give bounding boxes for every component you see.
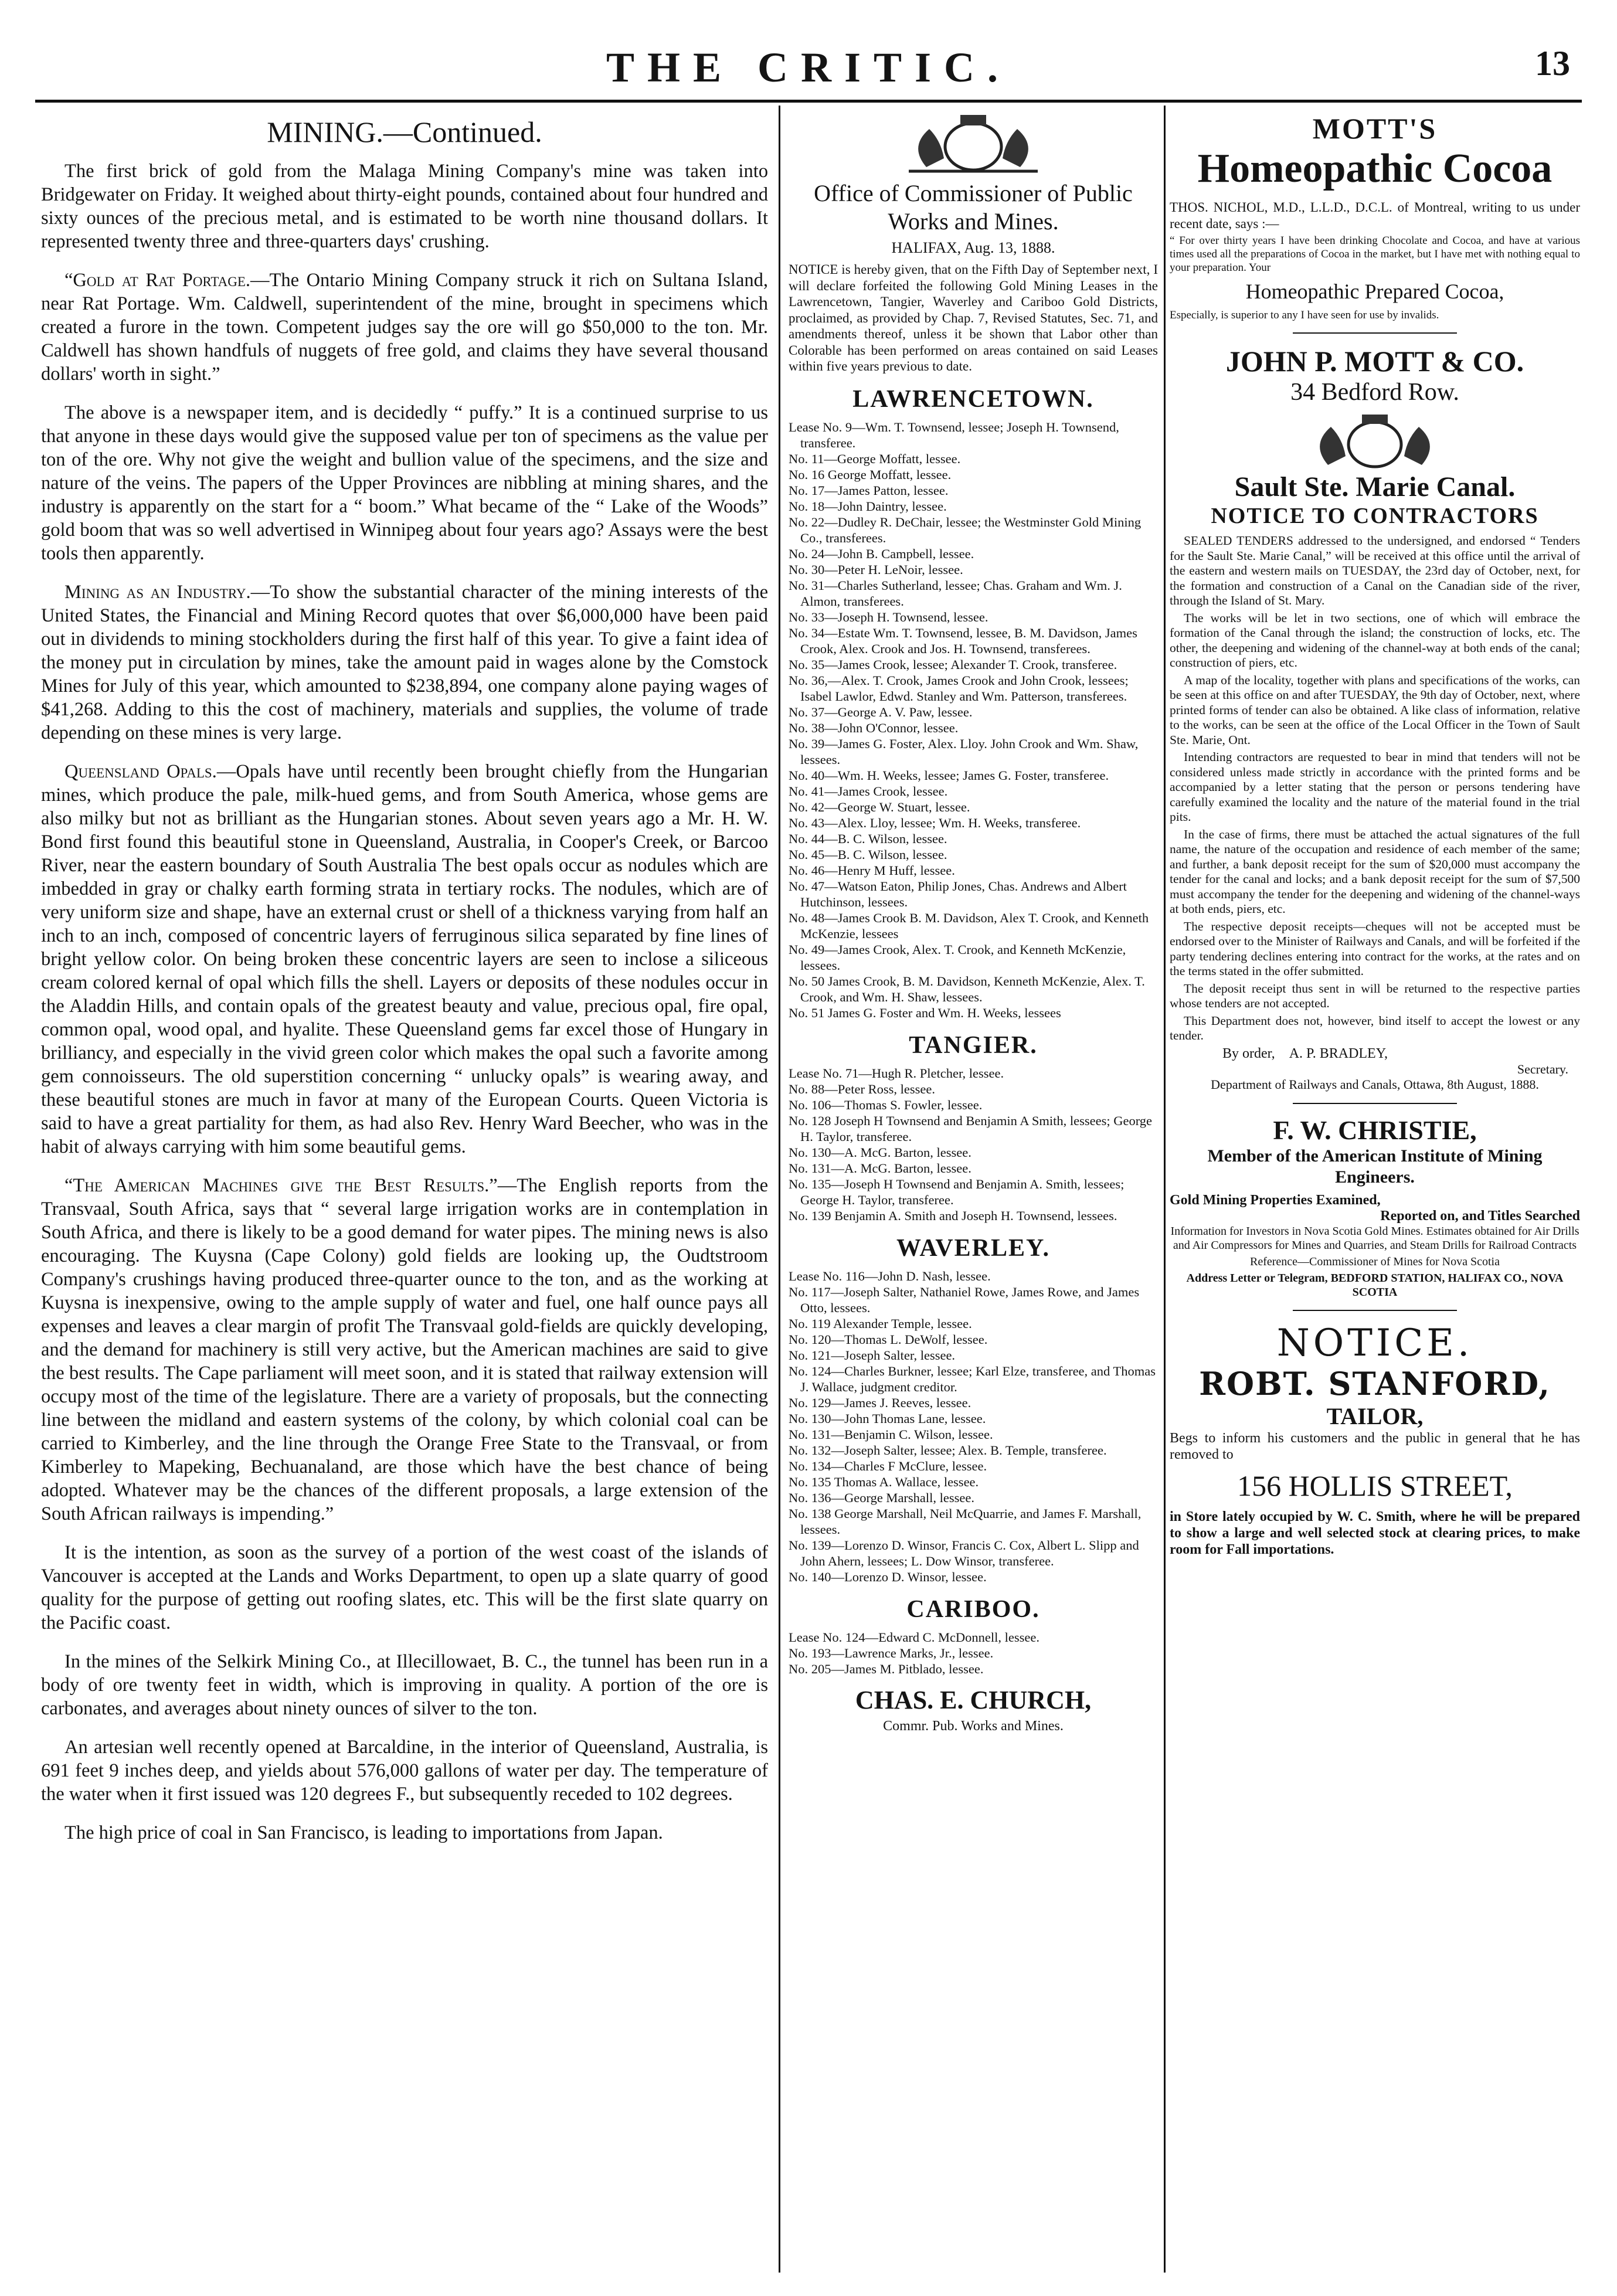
article-paragraph: The high price of coal in San Francisco, is leading to importations from Japan. [64,1822,663,1843]
district-heading: LAWRENCETOWN. [852,385,1094,413]
lease-entry: No. 44—B. C. Wilson, lessee. [789,831,947,846]
newspaper-title: THE CRITIC. [606,44,1011,91]
district-heading: TANGIER. [909,1031,1038,1059]
article-paragraph: In the mines of the Selkirk Mining Co., at Illecillowaet, B. C., the tunnel has been run in a body of ore twenty feet in width, which is improving in quality. A portion of the ore is carbonates, and averages about ninety ounces of silver to the ton. [41,1651,768,1719]
department: Department of Railways and Canals, Ottawa, 8th August, 1888. [1211,1076,1539,1092]
masthead [35,35,1582,100]
christie-address: Address Letter or Telegram, BEDFORD STATION, HALIFAX CO., NOVA SCOTIA [1186,1271,1564,1299]
lease-entry: No. 47—Watson Eaton, Philip Jones, Chas. Andrews and Albert Hutchinson, lessees. [789,878,1127,909]
lease-entry: No. 30—Peter H. LeNoir, lessee. [789,562,963,577]
canal-paragraph: The respective deposit receipts—cheques will not be accepted must be endorsed over to the Minister of Railways and Canals, and will be forfeited if the party tendering declines entering into contract for the works, at the rates and on the terms stated in the offer submitted. [1170,919,1580,978]
divider [1293,1310,1457,1311]
lease-entry: No. 34—Estate Wm. T. Townsend, lessee, B. M. Davidson, James Crook, Alex. Crook and Jos. H. Townsend, transferees. [789,625,1137,656]
article-paragraph: Mining as an Industry.—To show the substantial character of the mining interests of the United States, the Financial and Mining Record quotes that over $6,000,000 have been paid out in dividends to mining stockholders during the first half of this year. To give a faint idea of the money put in circulation by mines, take the amount paid in wages alone by the Comstock Mines for July of this year, which amounted to $238,894, one company alone paying wages of $41,268. Adding to this the cost of machinery, materials and supplies, the volume of trade depending on these mines is very large. [41,582,768,743]
testimonial-by: THOS. NICHOL, M.D., L.L.D., D.C.L. of Montreal, writing to us under recent date, says :— [1170,200,1580,231]
lease-entry: No. 140—Lorenzo D. Winsor, lessee. [789,1569,987,1584]
lease-entry: No. 139 Benjamin A. Smith and Joseph H. Townsend, lessees. [789,1208,1117,1223]
section-title: MINING.—Continued. [267,116,542,148]
canal-paragraph: A map of the locality, together with plans and specifications of the works, can be seen at this office on and after TUESDAY, the 9th day of October, next, where printed forms of tender can also be obtained. A like class of information, relative to the works, can be seen at the office of the Local Officer in the Town of Sault Ste. Marie, Ont. [1170,673,1580,747]
lease-entry: No. 18—John Daintry, lessee. [789,498,947,514]
lease-entry: No. 46—Henry M Huff, lessee. [789,862,955,878]
lease-entry: No. 117—Joseph Salter, Nathaniel Rowe, James Rowe, and James Otto, lessees. [789,1284,1140,1315]
lease-entry: No. 35—James Crook, lessee; Alexander T. Crook, transferee. [789,657,1117,672]
lease-entry: No. 106—Thomas S. Fowler, lessee. [789,1097,983,1112]
divider [1293,332,1457,334]
notice-heading: NOTICE. [1276,1321,1473,1365]
lease-entry: No. 31—Charles Sutherland, lessee; Chas. Graham and Wm. J. Almon, transferees. [789,578,1122,609]
column-divider-2 [1164,106,1166,2273]
christie-line1: Gold Mining Properties Examined, [1170,1192,1381,1208]
forfeiture-notice: NOTICE is hereby given, that on the Fifth Day of September next, I will declare forfeited the following Gold Mining Leases in the Lawrencetown, Tangier, Waverley and Cariboo Gold Districts, proclaimed, as provided by Chap. 7, Revised Statutes, Sec. 71, and amendments thereof, unless it be shown that Labor other than Colorable has been performed on areas contained on said Leases within five years previous to date. [789,262,1158,373]
lease-entry: No. 48—James Crook B. M. Davidson, Alex T. Crook, and Kenneth McKenzie, lessees [789,910,1149,941]
lease-entry: No. 124—Charles Burkner, lessee; Karl Elze, transferee, and Thomas J. Wallace, judgment creditor. [789,1363,1156,1394]
lease-entry: Lease No. 124—Edward C. McDonnell, lessee. [789,1629,1040,1645]
canal-paragraph: This Department does not, however, bind itself to accept the lowest or any tender. [1170,1013,1580,1042]
stanford-advertisement [1170,1322,1580,1558]
christie-line2: Reported on, and Titles Searched [1380,1208,1580,1224]
lease-entry: No. 129—James J. Reeves, lessee. [789,1395,971,1410]
signer-title: Secretary. [1517,1061,1568,1076]
christie-info: Information for Investors in Nova Scotia Gold Mines. Estimates obtained for Air Drills and Air Compressors for Mines and Quarries, and Steam Drills for Railroad Contracts [1170,1224,1579,1252]
lease-entry: Lease No. 116—John D. Nash, lessee. [789,1268,991,1283]
page-number: 13 [1535,44,1570,83]
lease-entry: No. 135—Joseph H Townsend and Benjamin A. Smith, lessees; George H. Taylor, transferee. [789,1176,1125,1207]
mining-articles [41,159,768,1845]
article-paragraph: It is the intention, as soon as the survey of a portion of the west coast of the islands of Vancouver is accepted at the Lands and Works Department, to open up a slate quarry of good quality for the purpose of getting out roofing slates, etc. This will be the first slate quarry on the Pacific coast. [41,1542,768,1633]
stanford-intro: Begs to inform his customers and the public in general that he has removed to [1170,1430,1580,1462]
canal-paragraph: SEALED TENDERS addressed to the undersigned, and endorsed “ Tenders for the Sault Ste. Marie Canal,” will be received at this office until the arrival of the eastern and western mails on TUESDAY, the 23rd day of October, next, for the formation and construction of a Canal on the Canadian side of the river, through the Island of St. Mary. [1170,534,1580,607]
article-paragraph: An artesian well recently opened at Barcaldine, in the interior of Queensland, Australia, is 691 feet 9 inches deep, and yields about 576,000 gallons of water per day. The temperature of the water when it first issued was 120 degrees F., but subsequently receded to 102 degrees. [41,1737,768,1805]
lease-entry: No. 138 George Marshall, Neil McQuarrie, and James F. Marshall, lessees. [789,1506,1142,1537]
dateline: HALIFAX, Aug. 13, 1888. [891,239,1055,256]
lease-entry: No. 33—Joseph H. Townsend, lessee. [789,609,988,624]
christie-reference: Reference—Commissioner of Mines for Nova Scotia [1249,1255,1500,1268]
mott-heading: MOTT'S [1312,112,1438,145]
district-list [789,385,1158,1677]
by-order: By order, A. P. BRADLEY, [1222,1045,1388,1061]
cocoa-product: Homeopathic Prepared Cocoa, [1245,280,1504,303]
stanford-trade: TAILOR, [1326,1402,1424,1429]
christie-name: F. W. CHRISTIE, [1273,1115,1477,1145]
lease-entry: No. 22—Dudley R. DeChair, lessee; the Westminster Gold Mining Co., transferees. [789,514,1142,545]
stanford-body: in Store lately occupied by W. C. Smith, where he will be prepared to show a large and well selected stock at clearing prices, to make room for Fall importations. [1170,1509,1580,1557]
article-paragraph: The first brick of gold from the Malaga Mining Company's mine was taken into Bridgewater on Friday. It weighed about thirty-eight pounds, contained about four hundred and sixty ounces of the precious metal, and is estimated to be worth nine thousand dollars. It represented twenty three and three-quarters days' crushing. [41,161,768,252]
lease-entry: No. 45—B. C. Wilson, lessee. [789,847,947,862]
lease-entry: No. 42—George W. Stuart, lessee. [789,799,970,814]
district-heading: CARIBOO. [906,1595,1040,1623]
canal-paragraph: The deposit receipt thus sent in will be returned to the respective parties whose tenders are not accepted. [1170,981,1580,1010]
column-divider-1 [779,106,780,2273]
cocoa-title: Homeopathic Cocoa [1197,146,1553,191]
lease-entry: Lease No. 9—Wm. T. Townsend, lessee; Joseph H. Townsend, transferee. [789,419,1119,450]
canal-paragraph: Intending contractors are requested to bear in mind that tenders will not be considered unless made strictly in accordance with the printed forms and be accompanied by a letter stating that the person or persons tendering have carefully examined the locality and the nature of the material found in the trial pits. [1170,750,1580,824]
lease-entry: No. 51 James G. Foster and Wm. H. Weeks, lessees [789,1005,1061,1020]
lease-entry: No. 37—George A. V. Paw, lessee. [789,704,973,719]
canal-subtitle: NOTICE TO CONTRACTORS [1211,504,1539,528]
lease-entry: No. 11—George Moffatt, lessee. [789,451,961,466]
lease-entry: No. 17—James Patton, lessee. [789,483,949,498]
commissioner-signature: CHAS. E. CHURCH, [855,1685,1092,1714]
office-title: Office of Commissioner of Public Works and Mines. [814,180,1133,235]
lease-entry: No. 88—Peter Ross, lessee. [789,1081,935,1096]
lease-entry: No. 24—John B. Campbell, lessee. [789,546,974,561]
lease-entry: No. 43—Alex. Lloy, lessee; Wm. H. Weeks, transferee. [789,815,1081,830]
canal-paragraph: In the case of firms, there must be attached the actual signatures of the full name, the nature of the occupation and residence of each member of the same; and further, a bank deposit receipt for the sum of $20,000 must accompany the tender for the canal and locks; and a bank deposit receipt for the sum of $7,500 must accompany the tender for the deepening and widening of the channel-ways at both ends, piers, etc. [1170,827,1580,916]
coat-of-arms-icon [1287,412,1463,471]
district-heading: WAVERLEY. [896,1234,1050,1262]
lease-entry: No. 36,—Alex. T. Crook, James Crook and John Crook, lessees; Isabel Lawlor, Edwd. Stanley and Wm. Patterson, transferees. [789,673,1129,704]
mott-address: 34 Bedford Row. [1290,379,1459,406]
christie-advertisement [1170,1115,1580,1299]
canal-paragraphs [1170,534,1580,1044]
canal-paragraph: The works will be let in two sections, one of which will embrace the formation of the Canal through the island; the construction of locks, etc. The other, the deepening and widening of the channel-way at both ends of the canal; construction of piers, etc. [1170,610,1580,670]
lease-entry: No. 16 George Moffatt, lessee. [789,467,952,482]
lease-entry: No. 49—James Crook, Alex. T. Crook, and Kenneth McKenzie, lessees. [789,942,1126,973]
royal-arms-icon [885,111,1061,176]
lease-entry: No. 128 Joseph H Townsend and Benjamin A Smith, lessees; George H. Taylor, transferee. [789,1113,1153,1144]
lease-entry: No. 120—Thomas L. DeWolf, lessee. [789,1332,988,1347]
canal-title: Sault Ste. Marie Canal. [1234,471,1516,502]
article-paragraph: Queensland Opals.—Opals have until recently been brought chiefly from the Hungarian mines, which produce the pale, milk-hued gems, and from South America, whose gems are also milky but not as brilliant as the Hungarian stones. About seven years ago a Mr. H. W. Bond first found this beautiful stone in Queensland, Australia, in Cooper's Creek, or Barcoo River, near the eastern boundary of South Australia The best opals occur as nodules which are imbedded in gray or chalky earth forming strata in tertiary rocks. The nodules, which are of very uniform size and shape, have an external crust or shell of a thickness varying from half an inch to an inch, composed of concentric layers of ferruginous silica separated by fine lines of bright yellow color. On being broken these concentric layers are seen to inclose a siliceous cream colored kernal of opal which fills the shell. Layers or deposits of these nodules occur in the Aladdin Hills, and contain opals of the greatest beauty and value, precious opal, fire opal, common opal, wood opal, and hyalite. These Queensland gems far excel those of Hungary in brilliancy, and especially in the vivid green color which makes the opal such a favorite among gem connoisseurs. The old superstition concerning “ unlucky opals” is wearing away, and these beautiful stones are much in favor at many of the European Courts. Queen Victoria is said to have a great partiality for them, as had also Rev. Henry Ward Beecher, who was in the habit of always carrying with him some beautiful gems. [41,761,768,1157]
lease-entry: No. 134—Charles F McClure, lessee. [789,1458,987,1473]
canal-advertisement [1170,471,1580,1092]
christie-member: Member of the American Institute of Mining Engineers. [1207,1146,1543,1187]
lease-entry: No. 139—Lorenzo D. Winsor, Francis C. Cox, Albert L. Slipp and John Ahern, lessees; L. Dow Winsor, transferee. [789,1537,1139,1568]
lease-entry: No. 130—A. McG. Barton, lessee. [789,1144,971,1160]
cocoa-advertisement [1170,111,1580,406]
stanford-name: ROBT. STANFORD, [1199,1364,1551,1402]
lease-entry: No. 205—James M. Pitblado, lessee. [789,1661,984,1676]
lease-entry: Lease No. 71—Hugh R. Pletcher, lessee. [789,1065,1004,1081]
lease-entry: No. 132—Joseph Salter, lessee; Alex. B. Temple, transferee. [789,1442,1107,1458]
lease-entry: No. 121—Joseph Salter, lessee. [789,1347,956,1363]
column-advertisements [1170,111,1580,2273]
cocoa-tagline: Especially, is superior to any I have seen for use by invalids. [1170,309,1439,321]
commissioner-title: Commr. Pub. Works and Mines. [883,1718,1064,1734]
lease-entry: No. 40—Wm. H. Weeks, lessee; James G. Foster, transferee. [789,767,1109,783]
column-mining [41,111,768,2273]
lease-entry: No. 50 James Crook, B. M. Davidson, Kenneth McKenzie, Alex. T. Crook, and Wm. H. Shaw, lessees. [789,973,1145,1004]
masthead-rule [35,100,1582,103]
lease-entry: No. 135 Thomas A. Wallace, lessee. [789,1474,979,1489]
stanford-street: 156 HOLLIS STREET, [1237,1469,1513,1502]
testimonial-quote: “ For over thirty years I have been drinking Chocolate and Cocoa, and have at various times used all the preparations of Cocoa in the market, but I have met with nothing equal to your preparation. Your [1170,235,1580,274]
column-notices [789,111,1158,2273]
lease-entry: No. 193—Lawrence Marks, Jr., lessee. [789,1645,994,1660]
lease-entry: No. 39—James G. Foster, Alex. Lloy. John Crook and Wm. Shaw, lessees. [789,736,1139,767]
mott-firm: JOHN P. MOTT & CO. [1225,345,1524,378]
lease-entry: No. 119 Alexander Temple, lessee. [789,1316,972,1331]
lease-entry: No. 130—John Thomas Lane, lessee. [789,1411,986,1426]
article-paragraph: The above is a newspaper item, and is decidedly “ puffy.” It is a continued surprise to us that anyone in these days would give the supposed value per ton of specimens as the value per ton of the ore. Why not give the weight and bullion value of the specimens, and the size and nature of the veins. The papers of the Upper Provinces are nibbling at mining shares, and the industry is apparently on the start for a “ boom.” What became of the “ Lake of the Woods” gold boom that was so well advertised in Winnipeg about four years ago? Assays were the best tools then apparently. [41,402,768,564]
lease-entry: No. 41—James Crook, lessee. [789,783,948,799]
article-paragraph: “The American Machines give the Best Results.”—The English reports from the Transvaal, South Africa, says that “ several large irrigation works are in contemplation in South Africa, and there is likely to be a good demand for water pipes. The mining news is also encouraging. The Kuysna (Cape Colony) gold fields are looking up, the Oudtstroom Company's crushings having produced three-quarter ounce to the ton, and as the working at Kuysna is inexpensive, owing to the ample supply of water and fuel, one half ounce pays all expenses and leaves a clear margin of profit The Transvaal gold-fields are quickly developing, and the demand for machinery is still very active, but the American machines are said to give the best results. The Cape parliament will meet soon, and it is stated that railway extension will occupy most of the time of the legislature. There are a variety of proposals, but the connecting line between the midland and eastern systems of the colony, by which colonial coal can be carried to Kimberley, and the line through the Orange Free State to the Transvaal, or from Kimberley to Mapeking, Bechuanaland, are those which have the best chance of being adopted. Whatever may be the chances of the different proposals, a large extension of the South African railways is impending.” [41,1175,768,1524]
article-paragraph: “Gold at Rat Portage.—The Ontario Mining Company struck it rich on Sultana Island, near Rat Portage. Wm. Caldwell, superintendent of the mine, brought in specimens which created a furore in the town. Competent judges say the ore will go $50,000 to the ton. Mr. Caldwell has shown handfuls of nuggets of free gold, and claims they have several thousand dollars' worth in sight.” [41,270,768,385]
lease-entry: No. 131—Benjamin C. Wilson, lessee. [789,1426,993,1442]
lease-entry: No. 38—John O'Connor, lessee. [789,720,959,735]
lease-entry: No. 136—George Marshall, lessee. [789,1490,975,1505]
lease-entry: No. 131—A. McG. Barton, lessee. [789,1160,971,1176]
divider [1293,1103,1457,1104]
